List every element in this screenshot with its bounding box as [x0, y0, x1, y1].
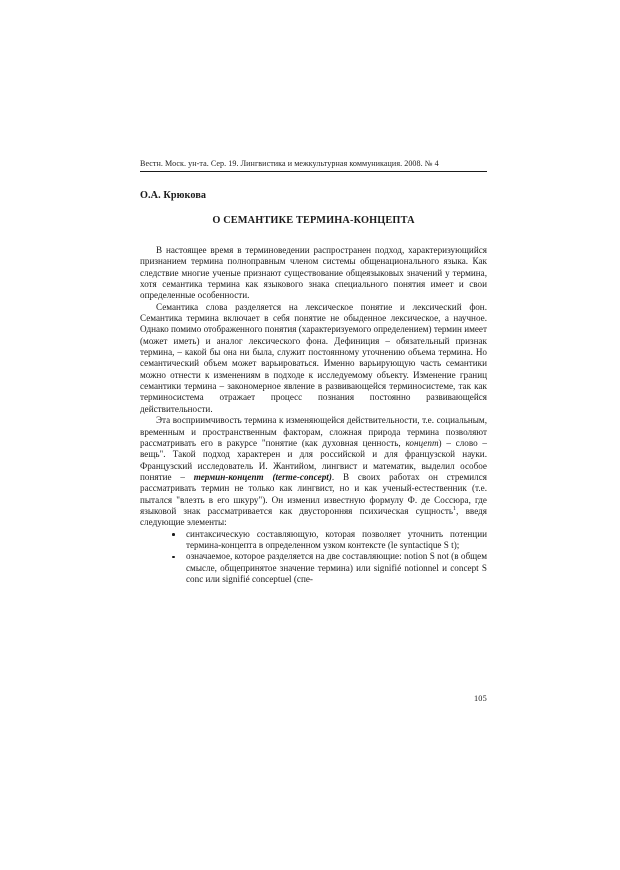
paragraph-2: Семантика слова разделяется на лексическое понятие и лексический фон. Семантика термина включает в себя понятие не обыденное лексическое, а научное. Однако помимо отображенного понятия (характеризуемого определением) термин имеет (может иметь) и аналог лексического фона. Дефиниция – обязательный признак термина, – какой бы она ни была, служит постоянному уточнению объема термина. Но семантический объем может варьироваться. Именно варьирующую часть семантики можно отнести к изменениям в подходе к исследуемому объекту. Изменение границ семантики термина – закономерное явление в развивающейся терминосистеме, так как терминосистема отражает процесс познания постоянно развивающейся действительности.	[140, 301, 487, 414]
page-content	[140, 158, 487, 585]
paragraph-3-segment-a: Эта восприимчивость термина к изменяющейся действительности, т.е. социальным, временным и пространственным факторам, сложная природа термина позволяют рассматривать его в ракурсе "понятие (как духовная ценность,	[140, 415, 487, 448]
paragraph-3-segment-c: . В своих работах он стремился рассматривать термин не только как лингвист, но и как ученый-естественник (т.е. пытался "влезть в его шкуру"). Он изменил известную формулу Ф. де Соссюра, где языковой знак рассматривается как двусторонняя психическая сущность	[140, 471, 487, 516]
paragraph-1: В настоящее время в терминоведении распространен подход, характеризующийся признанием термина полноправным членом системы общенационального языка. Как следствие многие ученые признают существование общеязыковых значений у термина, хотя семантика термина как языкового знака специального понятия имеет и свои определенные особенности.	[140, 245, 487, 301]
bullet-dot-icon	[172, 556, 175, 559]
author-name: О.А. Крюкова	[140, 190, 207, 201]
paragraph-3	[140, 415, 487, 528]
list-item	[168, 529, 487, 552]
term-kontsept-italic: концепт	[405, 437, 439, 448]
article-body	[140, 245, 487, 585]
page-number: 105	[473, 694, 487, 703]
running-head: Вестн. Моск. ун-та. Сер. 19. Лингвистика и межкультурная коммуникация. 2008. № 4	[140, 159, 439, 168]
list-item	[168, 551, 487, 585]
term-concept-bold-italic: термин-концепт (terme-concept)	[193, 471, 332, 482]
element-list	[140, 529, 487, 586]
bullet-dot-icon	[172, 533, 175, 536]
article-title: О СЕМАНТИКЕ ТЕРМИНА-КОНЦЕПТА	[212, 215, 415, 226]
footnote-marker: 1	[453, 504, 457, 512]
header-rule-divider	[140, 171, 487, 172]
list-item-text: означаемое, которое разделяется на две составляющие: notion S not (в общем смысле, общепринятое значение термина) или signifié notionnel и concept S conc или signifié conceptuel (спе-	[186, 551, 487, 584]
paragraph-3-segment-b: ) – слово – вещь". Такой подход характерен и для российской и для французской науки. Французский исследователь И. Жантийом, лингвист и математик, выделил особое понятие –	[140, 437, 487, 482]
list-item-text: синтаксическую составляющую, которая позволяет уточнить потенции термина-концепта в определенном узком контексте (le syntactique S t);	[186, 528, 487, 550]
paragraph-3-segment-d: , введя следующие элементы:	[140, 505, 488, 528]
